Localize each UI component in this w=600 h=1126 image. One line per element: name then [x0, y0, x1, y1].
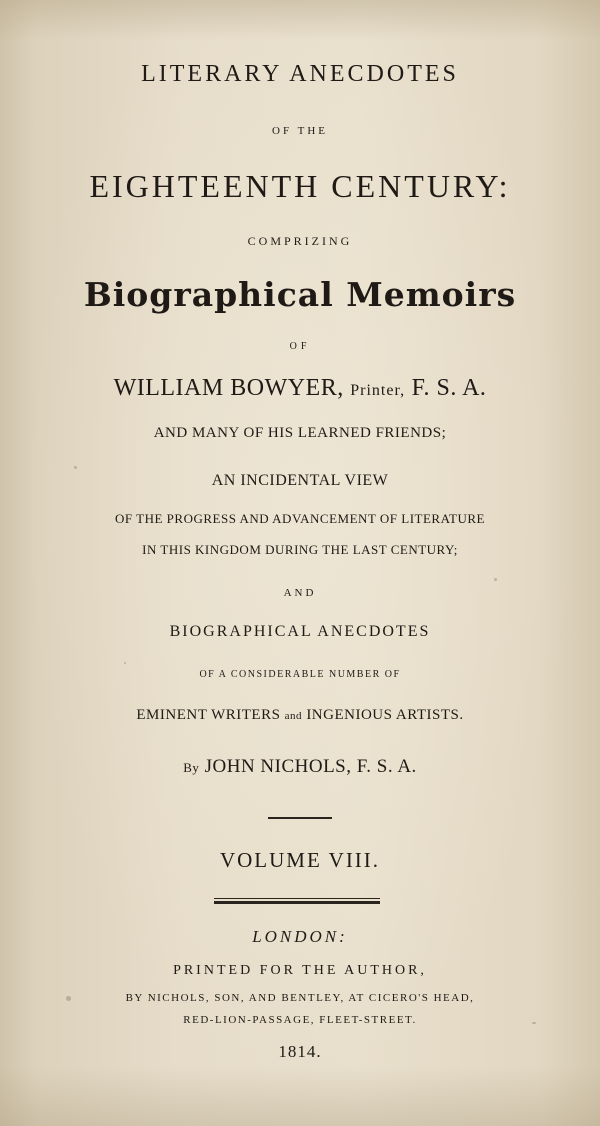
progress-line: OF THE PROGRESS AND ADVANCEMENT OF LITERATURE: [115, 511, 485, 526]
friends-line: AND MANY OF HIS LEARNED FRIENDS;: [153, 425, 447, 441]
kingdom-line: IN THIS KINGDOM DURING THE LAST CENTURY;: [142, 542, 458, 557]
author-line: [0, 757, 600, 776]
foxing-spot: [74, 466, 77, 469]
and-label: AND: [283, 587, 317, 599]
foxing-spot: [66, 996, 71, 1001]
biographical-anecdotes-line: BIOGRAPHICAL ANECDOTES: [169, 623, 431, 640]
title-line-2: EIGHTEENTH CENTURY:: [89, 168, 511, 204]
author-by: By: [183, 760, 200, 775]
eminent-writers: EMINENT WRITERS: [136, 707, 281, 723]
foxing-spot: [532, 1022, 536, 1024]
imprint-printed: PRINTED FOR THE AUTHOR,: [173, 963, 427, 978]
double-divider: [214, 898, 380, 904]
subject-fsa: F. S. A.: [411, 375, 487, 401]
eminent-and: and: [284, 710, 303, 722]
of-label: OF: [289, 341, 311, 352]
incidental-line: AN INCIDENTAL VIEW: [211, 472, 389, 489]
considerable-line: OF A CONSIDERABLE NUMBER OF: [199, 669, 401, 680]
imprint-address: RED-LION-PASSAGE, FLEET-STREET.: [183, 1014, 417, 1026]
foxing-spot: [494, 578, 497, 581]
imprint-city: LONDON:: [252, 927, 348, 946]
eminent-line: [0, 708, 600, 723]
foxing-spot: [124, 662, 126, 664]
title-of-the: OF THE: [272, 125, 328, 137]
author-name: JOHN NICHOLS, F. S. A.: [204, 756, 417, 777]
subject-name: WILLIAM BOWYER,: [113, 375, 344, 401]
subject-role: Printer,: [350, 382, 406, 399]
volume-label: VOLUME VIII.: [219, 848, 381, 872]
title-line-1: LITERARY ANECDOTES: [141, 61, 459, 87]
subject-line: [0, 376, 600, 400]
imprint-printer: BY NICHOLS, SON, AND BENTLEY, AT CICERO'S HEAD,: [125, 992, 475, 1004]
ingenious-artists: INGENIOUS ARTISTS.: [306, 707, 464, 723]
blackletter-heading: Biographical Memoirs: [83, 275, 517, 314]
imprint-year: 1814.: [278, 1042, 322, 1061]
short-divider: [268, 817, 332, 819]
comprizing-label: COMPRIZING: [247, 234, 353, 248]
